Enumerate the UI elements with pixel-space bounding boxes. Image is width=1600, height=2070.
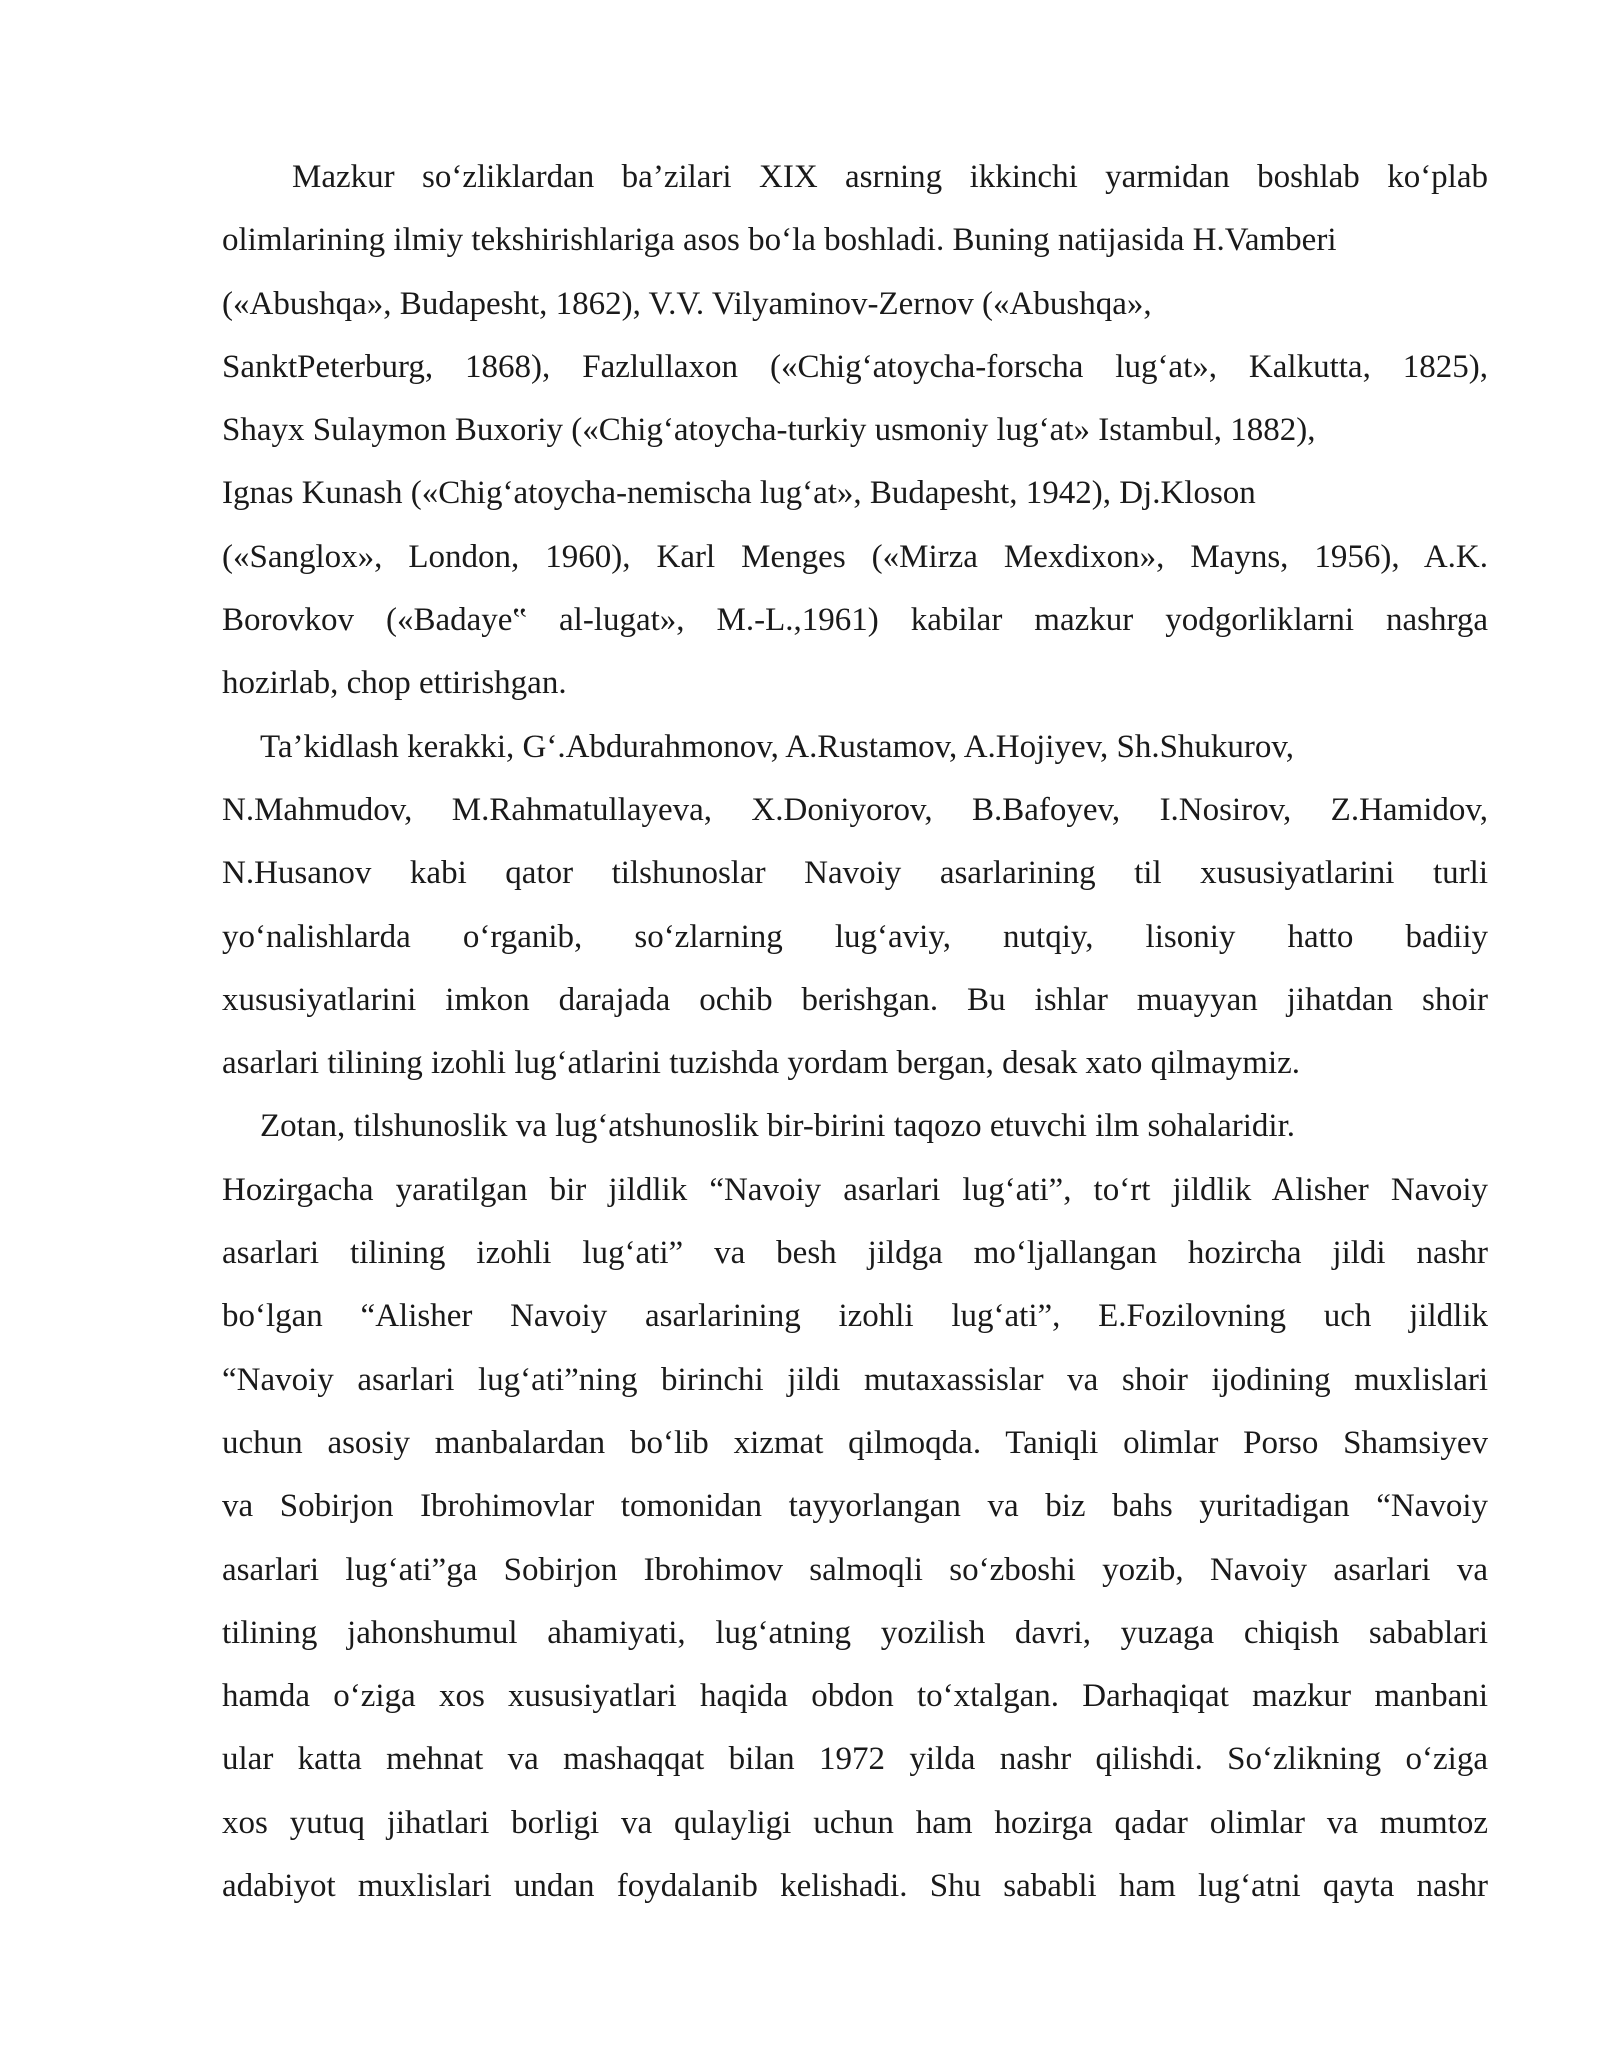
text-line: asarlari tilining izohli lug‘ati” va besh jildga mo‘ljallangan hozircha jildi nashr bbox=[222, 1235, 1488, 1272]
text-line: uchun asosiy manbalardan bo‘lib xizmat qilmoqda. Taniqli olimlar Porso Shamsiyev bbox=[222, 1424, 1488, 1461]
text-line: tilining jahonshumul ahamiyati, lug‘atning yozilish davri, yuzaga chiqish sabablari bbox=[222, 1614, 1488, 1651]
text-line: yo‘nalishlarda o‘rganib, so‘zlarning lug‘aviy, nutqiy, lisoniy hatto badiiy bbox=[222, 918, 1488, 955]
text-line: asarlari tilining izohli lug‘atlarini tuzishda yordam bergan, desak xato qilmaymiz. bbox=[222, 1045, 1301, 1082]
text-line: («Abushqa», Budapesht, 1862), V.V. Vilyaminov-Zernov («Abushqa», bbox=[222, 285, 1152, 322]
text-line: olimlarining ilmiy tekshirishlariga asos bo‘la boshladi. Buning natijasida H.Vamberi bbox=[222, 222, 1337, 259]
text-line: Hozirgacha yaratilgan bir jildlik “Navoiy asarlari lug‘ati”, to‘rt jildlik Alisher Navoiy bbox=[222, 1171, 1488, 1208]
text-line: “Navoiy asarlari lug‘ati”ning birinchi jildi mutaxassislar va shoir ijodining muxlislari bbox=[222, 1361, 1488, 1398]
text-line: Borovkov («Badaye‟ al-lugat», M.-L.,1961) kabilar mazkur yodgorliklarni nashrga bbox=[222, 602, 1488, 639]
paragraph bbox=[222, 1095, 1488, 1918]
paragraph bbox=[222, 146, 1488, 716]
text-line: bo‘lgan “Alisher Navoiy asarlarining izohli lug‘ati”, E.Fozilovning uch jildlik bbox=[222, 1298, 1488, 1335]
document-page bbox=[222, 146, 1488, 1918]
text-line: adabiyot muxlislari undan foydalanib kelishadi. Shu sababli ham lug‘atni qayta nashr bbox=[222, 1868, 1488, 1905]
text-line: hozirlab, chop ettirishgan. bbox=[222, 665, 567, 702]
text-line: va Sobirjon Ibrohimovlar tomonidan tayyorlangan va biz bahs yuritadigan “Navoiy bbox=[222, 1488, 1488, 1525]
text-line: Shayx Sulaymon Buxoriy («Chig‘atoycha-turkiy usmoniy lug‘at» Istambul, 1882), bbox=[222, 412, 1316, 449]
text-line: xos yutuq jihatlari borligi va qulayligi uchun ham hozirga qadar olimlar va mumtoz bbox=[222, 1804, 1488, 1841]
text-line: Mazkur so‘zliklardan ba’zilari XIX asrning ikkinchi yarmidan boshlab ko‘plab bbox=[292, 159, 1488, 195]
text-line: SanktPeterburg, 1868), Fazlullaxon («Chig‘atoycha-forscha lug‘at», Kalkutta, 1825), bbox=[222, 348, 1488, 385]
text-line: Ta’kidlash kerakki, G‘.Abdurahmonov, A.Rustamov, A.Hojiyev, Sh.Shukurov, bbox=[260, 728, 1295, 765]
text-line: Ignas Kunash («Chig‘atoycha-nemischa lug‘at», Budapesht, 1942), Dj.Kloson bbox=[222, 475, 1256, 512]
text-line: ular katta mehnat va mashaqqat bilan 1972 yilda nashr qilishdi. So‘zlikning o‘ziga bbox=[222, 1741, 1488, 1778]
text-line: N.Husanov kabi qator tilshunoslar Navoiy asarlarining til xususiyatlarini turli bbox=[222, 855, 1488, 892]
text-line: hamda o‘ziga xos xususiyatlari haqida obdon to‘xtalgan. Darhaqiqat mazkur manbani bbox=[222, 1678, 1488, 1715]
text-line: («Sanglox», London, 1960), Karl Menges («Mirza Mexdixon», Mayns, 1956), A.K. bbox=[222, 538, 1488, 575]
text-line: asarlari lug‘ati”ga Sobirjon Ibrohimov salmoqli so‘zboshi yozib, Navoiy asarlari va bbox=[222, 1551, 1488, 1588]
paragraph bbox=[222, 716, 1488, 1096]
text-line: xususiyatlarini imkon darajada ochib berishgan. Bu ishlar muayyan jihatdan shoir bbox=[222, 981, 1488, 1018]
text-line: Zotan, tilshunoslik va lug‘atshunoslik bir-birini taqozo etuvchi ilm sohalaridir. bbox=[260, 1108, 1296, 1145]
text-line: N.Mahmudov, M.Rahmatullayeva, X.Doniyorov, B.Bafoyev, I.Nosirov, Z.Hamidov, bbox=[222, 791, 1488, 828]
